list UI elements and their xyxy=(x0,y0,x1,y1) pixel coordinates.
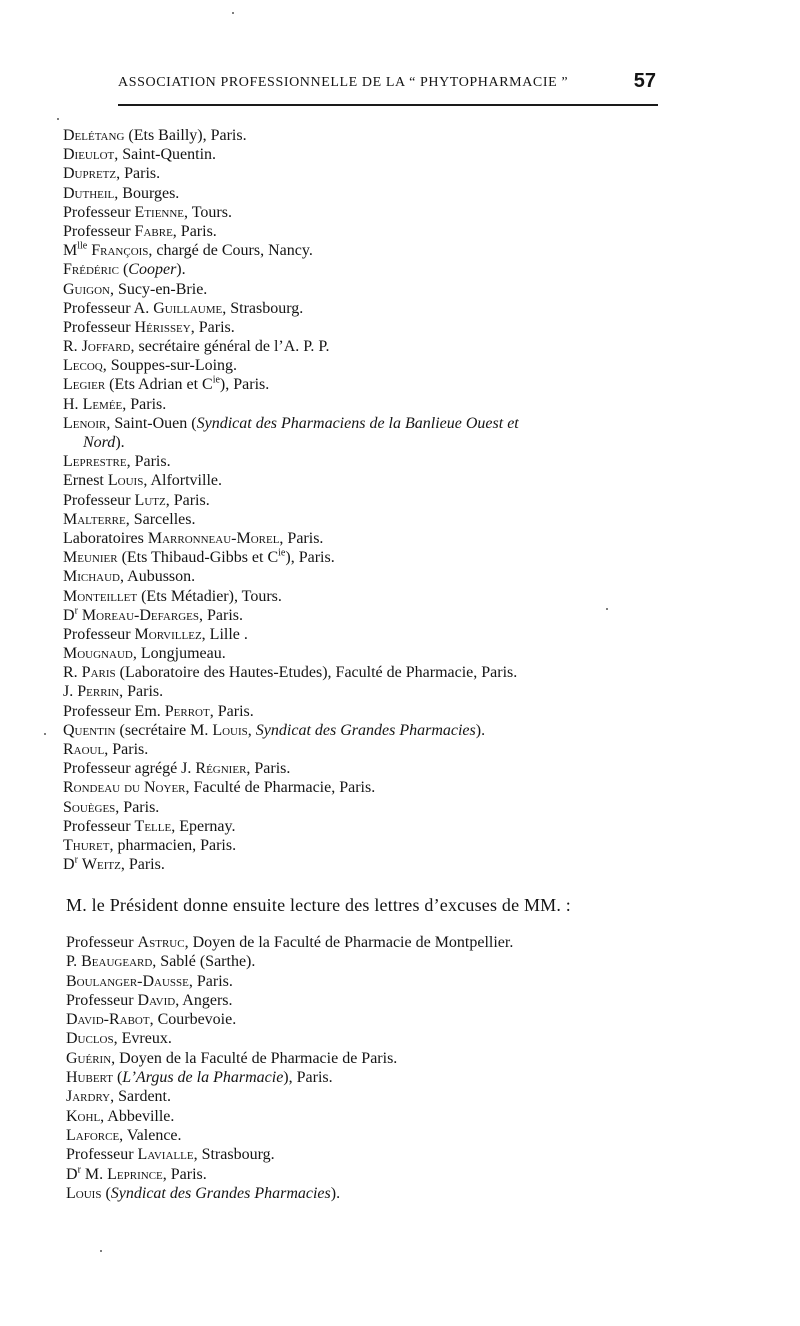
entry-text: ie xyxy=(212,375,220,387)
entry-text: , Aubusson. xyxy=(120,568,196,586)
person-name: Quentin xyxy=(63,721,116,739)
entry-text: , Longjumeau. xyxy=(132,645,226,663)
person-name: Delétang xyxy=(63,127,125,144)
list-item xyxy=(63,606,673,625)
italic-text: Cooper xyxy=(128,261,177,279)
list-item xyxy=(63,145,673,164)
person-name: Malterre xyxy=(63,510,126,528)
person-name: Frédéric xyxy=(63,261,119,279)
person-name: Legier xyxy=(63,376,106,394)
page-number: 57 xyxy=(633,70,656,92)
italic-text: L’Argus de la Pharmacie xyxy=(122,1069,284,1087)
list-item xyxy=(66,1145,676,1164)
list-item xyxy=(63,356,673,375)
person-name: Thuret xyxy=(63,836,110,854)
entry-text: (Ets Adrian et C xyxy=(105,376,213,394)
entry-text: , Paris. xyxy=(104,741,149,758)
list-item xyxy=(66,952,676,971)
list-item xyxy=(63,548,673,567)
entry-text: (Ets Thibaud-Gibbs et C xyxy=(117,549,279,567)
entry-text: Professeur xyxy=(66,991,138,1009)
person-name: Louis xyxy=(212,721,248,739)
entry-text: ), Paris. xyxy=(219,376,270,394)
entry-text: lle xyxy=(77,240,88,252)
entry-text: , Souppes-sur-Loing. xyxy=(102,357,238,375)
list-item xyxy=(66,972,676,991)
entry-text: , Paris. xyxy=(209,702,254,720)
list-item xyxy=(63,759,673,778)
list-item xyxy=(63,778,673,797)
person-name: David-Rabot xyxy=(66,1011,150,1029)
entry-text: , Sablé (Sarthe). xyxy=(152,953,256,971)
entry-text: , Sucy-en-Brie. xyxy=(110,280,208,298)
person-name: Dieulot xyxy=(63,146,115,164)
entry-text: ( xyxy=(118,261,129,279)
entry-text: , Paris. xyxy=(116,165,161,183)
entry-text: ). xyxy=(115,434,125,451)
entry-text: Professeur A. xyxy=(63,299,154,317)
list-item xyxy=(63,414,673,433)
entry-text: , Paris. xyxy=(165,491,210,509)
person-name: François xyxy=(91,242,149,260)
list-item xyxy=(63,452,673,471)
entry-text: ie xyxy=(278,547,286,559)
list-item xyxy=(63,375,673,394)
entry-text: , Alfortville. xyxy=(143,472,222,490)
entry-text: r xyxy=(74,854,78,866)
entry-text: Professeur xyxy=(66,1146,138,1164)
person-name: Meunier xyxy=(63,549,118,567)
entry-text: , Courbevoie. xyxy=(149,1011,237,1029)
entry-text: Professeur xyxy=(63,222,135,240)
person-name: Hérissey xyxy=(134,318,191,336)
person-name: Hubert xyxy=(66,1069,113,1087)
list-item xyxy=(63,471,673,490)
person-name: Lecoq xyxy=(63,357,103,375)
list-item xyxy=(63,126,673,145)
entry-text: Professeur agrégé J. xyxy=(63,760,196,778)
list-item xyxy=(63,318,673,337)
entry-text: , Valence. xyxy=(119,1126,182,1144)
person-name: Monteillet xyxy=(63,587,138,605)
entry-text: , Paris. xyxy=(188,972,233,990)
entry-text: , Angers. xyxy=(175,991,233,1009)
entry-text: ). xyxy=(176,261,186,279)
entry-text: , Paris. xyxy=(126,453,171,471)
person-name: Moreau-Defarges xyxy=(81,606,199,624)
entry-text: , Lille . xyxy=(201,625,248,643)
italic-text: Syndicat des Grandes Pharmacies xyxy=(255,721,476,739)
print-speck xyxy=(100,1250,102,1252)
entry-text: R. xyxy=(63,338,82,356)
entry-text: , Sardent. xyxy=(110,1088,171,1106)
entry-text: M. xyxy=(80,1165,108,1183)
header-rule xyxy=(118,104,658,106)
entry-text: , pharmacien, Paris. xyxy=(109,836,237,854)
person-name: Lemée xyxy=(82,395,123,413)
list-item xyxy=(63,625,673,644)
list-item xyxy=(63,702,673,721)
person-name: Michaud xyxy=(63,568,121,586)
person-name: Telle xyxy=(134,817,172,835)
entry-text: , Evreux. xyxy=(113,1030,172,1048)
attendee-list xyxy=(63,126,673,874)
entry-text: , Paris. xyxy=(199,606,243,624)
person-name: Marronneau-Morel xyxy=(147,529,280,547)
list-item xyxy=(63,817,673,836)
list-item xyxy=(63,587,673,606)
entry-text: , xyxy=(247,721,256,739)
person-name: Lenoir xyxy=(63,414,107,432)
person-name: Astruc xyxy=(137,934,185,951)
person-name: Fabre xyxy=(134,222,173,240)
entry-text: M xyxy=(63,242,78,260)
entry-text: , Paris. xyxy=(115,798,160,816)
list-item xyxy=(63,241,673,260)
entry-text: R. xyxy=(63,664,82,682)
entry-text: (Ets Métadier), Tours. xyxy=(137,587,282,605)
entry-text: Laboratoires xyxy=(63,529,148,547)
italic-text: Nord xyxy=(83,434,116,451)
person-name: Rondeau du Noyer xyxy=(63,779,186,797)
entry-text: H. xyxy=(63,395,83,413)
person-name: Perrot xyxy=(164,702,210,720)
entry-text: J. xyxy=(63,683,78,701)
person-name: Paris xyxy=(81,664,116,682)
entry-text: Professeur xyxy=(63,203,135,221)
print-speck xyxy=(606,608,608,610)
list-item xyxy=(63,510,673,529)
list-item xyxy=(66,1049,676,1068)
entry-text: , Bourges. xyxy=(114,184,180,202)
print-speck xyxy=(232,12,234,14)
list-item xyxy=(63,260,673,279)
list-item xyxy=(63,164,673,183)
person-name: Duclos xyxy=(66,1030,114,1048)
list-item xyxy=(63,529,673,548)
entry-text: , Saint-Quentin. xyxy=(114,146,217,164)
entry-text: Ernest xyxy=(63,472,108,490)
entry-text: r xyxy=(74,605,78,617)
entry-text: Professeur Em. xyxy=(63,702,165,720)
person-name: Leprince xyxy=(107,1165,163,1183)
entry-text: r xyxy=(77,1164,81,1176)
person-name: Guérin xyxy=(66,1049,112,1067)
person-name: Jardry xyxy=(66,1088,111,1106)
person-name: David xyxy=(137,991,176,1009)
entry-text: Professeur xyxy=(66,934,138,951)
list-item xyxy=(63,721,673,740)
list-item xyxy=(63,222,673,241)
list-item xyxy=(66,1126,676,1145)
entry-text: (Laboratoire des Hautes-Etudes), Faculté de Pharmacie, Paris. xyxy=(115,664,518,682)
entry-text: ( xyxy=(112,1069,123,1087)
entry-text: , Paris. xyxy=(162,1165,207,1183)
list-item xyxy=(66,1010,676,1029)
entry-text: D xyxy=(66,1165,78,1183)
person-name: Guigon xyxy=(63,280,110,298)
list-item xyxy=(63,663,673,682)
list-item xyxy=(63,798,673,817)
person-name: Guillaume xyxy=(153,299,223,317)
entry-text: , Doyen de la Faculté de Pharmacie de Montpellier. xyxy=(184,934,514,951)
entry-text: Professeur xyxy=(63,817,135,835)
list-item xyxy=(63,184,673,203)
entry-text: ). xyxy=(330,1184,341,1202)
list-item xyxy=(63,280,673,299)
entry-text: P. xyxy=(66,953,82,971)
person-name: Weitz xyxy=(81,856,121,874)
list-item xyxy=(66,933,676,952)
entry-text: , Paris. xyxy=(190,318,235,336)
entry-text: ), Paris. xyxy=(283,1069,333,1087)
person-name: Dupretz xyxy=(63,165,117,183)
list-item xyxy=(63,433,673,452)
person-name: Mougnaud xyxy=(63,645,133,663)
list-item xyxy=(63,855,673,874)
entry-text: , Paris. xyxy=(122,395,167,413)
person-name: Kohl xyxy=(66,1107,101,1125)
list-item xyxy=(63,567,673,586)
person-name: Joffard xyxy=(81,338,131,356)
entry-text: , Strasbourg. xyxy=(193,1146,275,1164)
list-item xyxy=(63,491,673,510)
person-name: Leprestre xyxy=(63,453,127,471)
entry-text: ). xyxy=(475,721,486,739)
entry-text: , Faculté de Pharmacie, Paris. xyxy=(185,779,376,797)
list-item xyxy=(63,299,673,318)
list-item xyxy=(63,836,673,855)
italic-text: Syndicat des Grandes Pharmacies xyxy=(110,1184,331,1202)
entry-text: D xyxy=(63,856,75,874)
list-item xyxy=(63,203,673,222)
person-name: Boulanger-Dausse xyxy=(66,972,189,990)
person-name: Beaugeard xyxy=(81,953,153,971)
italic-text: Syndicat des Pharmaciens de la Banlieue Ouest et xyxy=(196,414,519,432)
list-item xyxy=(63,644,673,663)
entry-text: (Ets Bailly), Paris. xyxy=(124,127,247,144)
list-item xyxy=(63,337,673,356)
entry-text: , Sarcelles. xyxy=(125,510,196,528)
entry-text: , Paris. xyxy=(246,760,291,778)
person-name: Lavialle xyxy=(137,1146,194,1164)
person-name: Louis xyxy=(66,1184,102,1202)
list-item xyxy=(66,1068,676,1087)
person-name: Dutheil xyxy=(63,184,115,202)
print-speck xyxy=(57,118,59,120)
entry-text: , Doyen de la Faculté de Pharmacie de Paris. xyxy=(111,1049,398,1067)
entry-text: , Paris. xyxy=(119,683,164,701)
excuses-paragraph: M. le Président donne ensuite lecture des lettres d’excuses de MM. : xyxy=(66,895,571,915)
entry-text: ( xyxy=(101,1184,111,1202)
excused-list xyxy=(66,933,676,1203)
list-item xyxy=(66,1184,676,1203)
entry-text: Professeur xyxy=(63,318,135,336)
entry-text: , Paris. xyxy=(172,222,217,240)
entry-text: (secrétaire M. xyxy=(115,721,213,739)
list-item xyxy=(66,1165,676,1184)
person-name: Raoul xyxy=(63,741,105,758)
entry-text: , Tours. xyxy=(184,203,232,221)
list-item xyxy=(66,1029,676,1048)
entry-text: ), Paris. xyxy=(285,549,335,567)
person-name: Louis xyxy=(107,472,144,490)
person-name: Souèges xyxy=(63,798,116,816)
entry-text: , chargé de Cours, Nancy. xyxy=(148,242,313,260)
entry-text: , Abbeville. xyxy=(100,1107,175,1125)
person-name: Laforce xyxy=(66,1126,120,1144)
entry-text: Professeur xyxy=(63,625,135,643)
entry-text: , Paris. xyxy=(279,529,324,547)
entry-text: , Saint-Ouen ( xyxy=(106,414,197,432)
list-item xyxy=(66,1107,676,1126)
person-name: Etienne xyxy=(134,203,185,221)
list-item xyxy=(66,991,676,1010)
person-name: Régnier xyxy=(195,760,247,778)
person-name: Lutz xyxy=(134,491,166,509)
list-item xyxy=(63,395,673,414)
entry-text: , Strasbourg. xyxy=(222,299,304,317)
print-speck xyxy=(44,733,46,735)
entry-text: D xyxy=(63,606,75,624)
entry-text: , Epernay. xyxy=(171,817,236,835)
entry-text: , secrétaire général de l’A. P. P. xyxy=(130,338,330,356)
person-name: Perrin xyxy=(77,683,120,701)
running-header xyxy=(118,72,658,96)
list-item xyxy=(63,682,673,701)
list-item xyxy=(63,740,673,759)
entry-text: Professeur xyxy=(63,491,135,509)
person-name: Morvillez xyxy=(134,625,202,643)
header-title: ASSOCIATION PROFESSIONNELLE DE LA “ PHYTOPHARMACIE ” xyxy=(118,75,569,90)
list-item xyxy=(66,1087,676,1106)
entry-text: , Paris. xyxy=(120,856,165,874)
